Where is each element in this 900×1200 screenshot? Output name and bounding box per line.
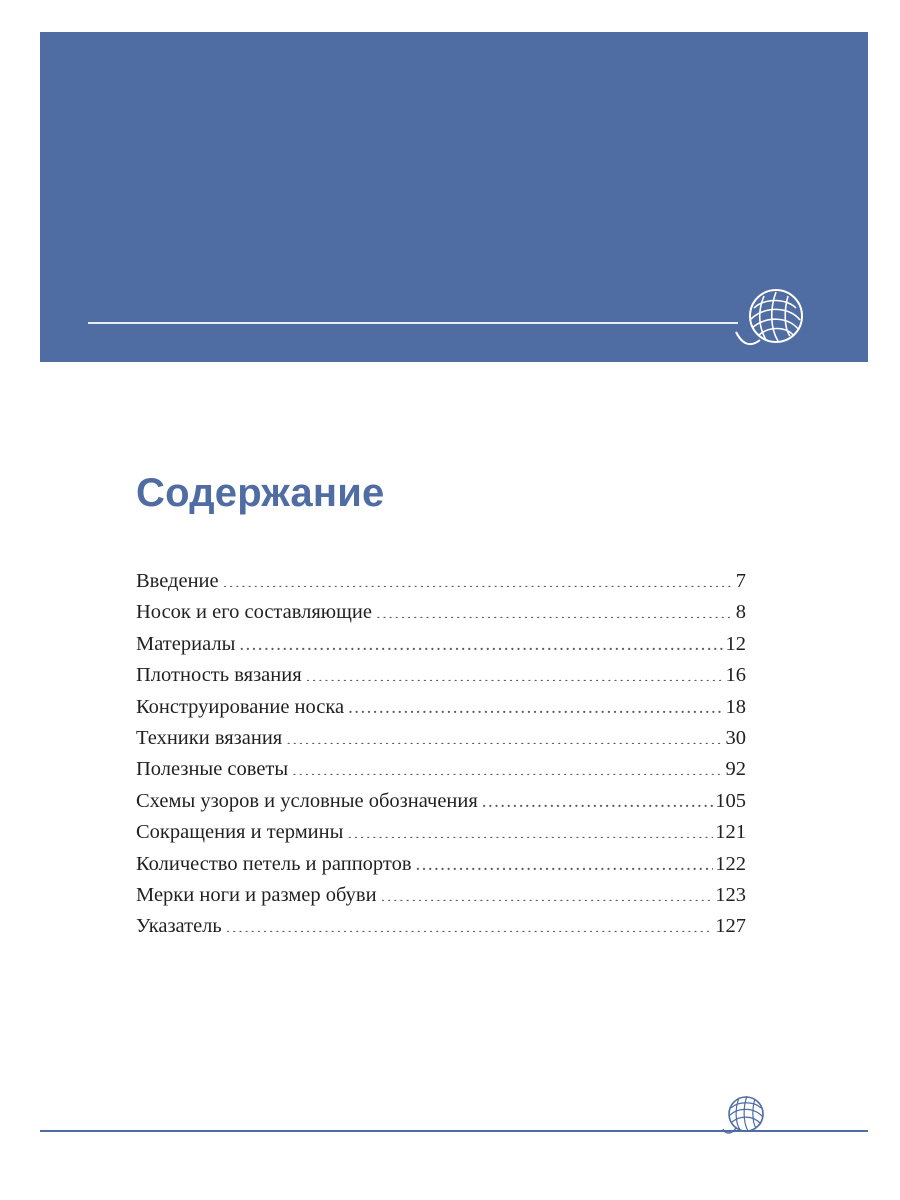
- toc-entry[interactable]: [136, 754, 746, 785]
- toc-leader-dots: [376, 598, 734, 619]
- toc-entry[interactable]: [136, 880, 746, 911]
- toc-leader-dots: [292, 755, 723, 776]
- toc-entry[interactable]: [136, 723, 746, 754]
- toc-entry-page: 127: [715, 915, 746, 938]
- toc-entry-page: 8: [735, 601, 746, 624]
- toc-leader-dots: [416, 849, 714, 870]
- toc-leader-dots: [226, 912, 713, 933]
- toc-leader-dots: [239, 629, 723, 650]
- toc-entry-label: Конструирование носка: [136, 695, 345, 718]
- toc-entry-page: 12: [725, 632, 746, 655]
- toc-entry-label: Введение: [136, 570, 219, 592]
- toc-entry-label: Материалы: [136, 632, 236, 655]
- toc-entry-label: Сокращения и термины: [136, 821, 344, 844]
- toc-entry-label: Схемы узоров и условные обозначения: [136, 789, 478, 812]
- toc-leader-dots: [348, 692, 723, 713]
- toc-entry-page: 92: [725, 758, 746, 781]
- toc-entry[interactable]: [136, 849, 746, 880]
- toc-leader-dots: [286, 724, 723, 745]
- toc-entry[interactable]: [136, 786, 746, 817]
- toc-entry-page: 123: [715, 884, 746, 907]
- header-banner: [40, 32, 868, 362]
- toc-entry[interactable]: [136, 629, 746, 660]
- page-title: Содержание: [136, 471, 385, 515]
- toc-entry-label: Количество петель и раппортов: [136, 852, 412, 875]
- toc-entry-label: Носок и его составляющие: [136, 601, 372, 624]
- toc-entry-page: 7: [735, 570, 746, 592]
- toc-entry-page: 16: [725, 664, 746, 687]
- toc-entry-page: 105: [715, 789, 746, 812]
- toc-entry-label: Техники вязания: [136, 727, 283, 750]
- toc-leader-dots: [223, 567, 734, 588]
- toc-entry[interactable]: [136, 692, 746, 723]
- toc-leader-dots: [381, 881, 714, 902]
- yarn-ball-icon: [722, 1092, 770, 1140]
- toc-entry-label: Полезные советы: [136, 758, 289, 781]
- toc-entry-label: Указатель: [136, 915, 222, 938]
- toc-entry-label: Мерки ноги и размер обуви: [136, 884, 377, 907]
- toc-leader-dots: [482, 786, 713, 807]
- table-of-contents: [136, 566, 746, 943]
- toc-entry[interactable]: [136, 911, 746, 942]
- banner-divider-line: [88, 322, 738, 324]
- toc-leader-dots: [347, 818, 713, 839]
- toc-entry[interactable]: [136, 597, 746, 628]
- yarn-ball-icon: [734, 286, 810, 362]
- toc-entry-page: 30: [725, 727, 746, 750]
- toc-entry-page: 122: [715, 852, 746, 875]
- toc-entry-page: 121: [715, 821, 746, 844]
- toc-entry-label: Плотность вязания: [136, 664, 302, 687]
- toc-leader-dots: [306, 661, 724, 682]
- toc-entry[interactable]: [136, 660, 746, 691]
- toc-entry[interactable]: [136, 817, 746, 848]
- toc-entry[interactable]: [136, 566, 746, 597]
- toc-entry-page: 18: [725, 695, 746, 718]
